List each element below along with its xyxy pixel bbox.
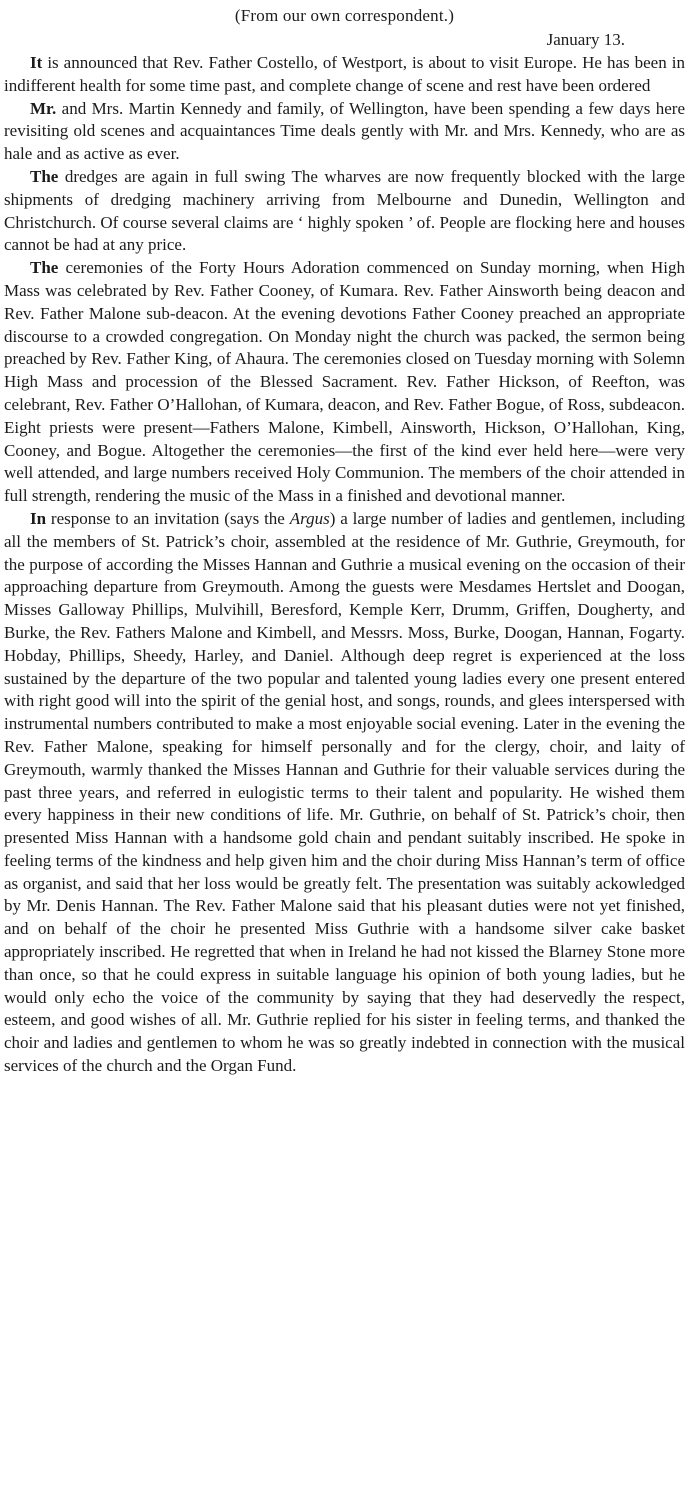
paragraph-costello — [4, 52, 685, 98]
paragraph-text: ) a large number of ladies and gentlemen, including all the members of St. Patrick’s choir, assembled at the residence of Mr. Guthrie, Greymouth, for the purpose of according the Misses Hannan and Guthrie a musical evening on the occasion of their approaching departure from Greymouth. Among the guests were Mesdames Hertslet and Doogan, Misses Galloway Phillips, Mulvihill, Beresford, Kemple Kerr, Drumm, Griffen, Dougherty, and Burke, the Rev. Fathers Malone and Kimbell, and Messrs. Moss, Burke, Doogan, Hannan, Fogarty. Hobday, Phillips, Sheedy, Harley, and Daniel. Although deep regret is experienced at the loss sustained by the departure of the two popular and talented young ladies every one present entered with right good will into the spirit of the genial host, and songs, rounds, and glees interspersed with instrumental numbers contributed to make a most enjoyable social evening. Later in the evening the Rev. Father Malone, speaking for himself personally and for the clergy, choir, and laity of Greymouth, warmly thanked the Misses Hannan and Guthrie for their valuable services during the past three years, and referred in eulogistic terms to their talent and popularity. He wished them every happiness in their new conditions of life. Mr. Guthrie, on behalf of St. Patrick’s choir, then presented Miss Hannan with a handsome gold chain and pendant suitably inscribed. He spoke in feeling terms of the kindness and help given him and the choir during Miss Hannan’s term of office as organist, and said that her loss would be greatly felt. The presentation was suitably ackowledged by Mr. Denis Hannan. The Rev. Father Malone said that his pleasant duties were not yet finished, and on behalf of the choir he presented Miss Guthrie with a handsome silver cake basket appropriately inscribed. He regretted that when in Ireland he had not kissed the Blarney Stone more than once, so that he could express in suitable language his opinion of both young ladies, but he would only echo the voice of the community by saying that they had deservedly the respect, esteem, and good wishes of all. Mr. Guthrie replied for his sister in feeling terms, and thanked the choir and ladies and gentlemen to whom he was so greatly indebted in connection with the musical services of the church and the Organ Fund. — [4, 508, 685, 1076]
paragraph-text: response to an invitation (says the — [46, 508, 290, 528]
article-body — [4, 52, 685, 1078]
paragraph-lead: The — [30, 258, 59, 278]
paragraph-lead: Mr. — [30, 98, 57, 118]
paragraph-text: ceremonies of the Forty Hours Adoration commenced on Sunday morning, when High Mass was celebrated by Rev. Father Cooney, of Kumara. Rev. Father Ainsworth being deacon and Rev. Father Malone sub-deacon. At the evening devotions Father Cooney preached an appropriate discourse to a crowded congregation. On Monday night the church was packed, the sermon being preached by Rev. Father King, of Ahaura. The ceremonies closed on Tuesday morning with Solemn High Mass and procession of the Blessed Sacrament. Rev. Father Hickson, of Reefton, was celebrant, Rev. Father O’Hallohan, of Kumara, deacon, and Rev. Father Bogue, of Ross, subdeacon. Eight priests were present—Fathers Malone, Kimbell, Ainsworth, Hickson, O’Hallohan, King, Cooney, and Bogue. Altogether the ceremonies—the first of the kind ever held here—were very well attended, and large numbers received Holy Communion. The members of the choir attended in full strength, rendering the music of the Mass in a finished and devotional manner. — [4, 258, 685, 506]
paragraph-lead: It — [30, 53, 43, 72]
paragraph-lead: The — [30, 166, 59, 186]
dateline: January 13. — [546, 30, 625, 49]
paragraph-text: dredges are again in full swing The wharves are now frequently blocked with the large shipments of dredging machinery arriving from Melbourne and Dunedin, Wellington and Christchurch. Of course several claims are ‘ highly spoken ’ of. People are flocking here and houses cannot be had at any price. — [4, 166, 685, 255]
paragraph-forty-hours — [4, 257, 685, 508]
paragraph-kennedy — [4, 98, 685, 166]
newspaper-title-argus: Argus — [289, 508, 330, 528]
paragraph-text: is announced that Rev. Father Costello, of Westport, is about to visit Europe. He has been in indifferent health for some time past, and complete change of scene and rest have been ordered — [4, 53, 685, 95]
paragraph-dredges — [4, 166, 685, 257]
paragraph-text: and Mrs. Martin Kennedy and family, of Wellington, have been spending a few days here revisiting old scenes and acquaintances Time deals gently with Mr. and Mrs. Kennedy, who are as hale and as active as ever. — [4, 98, 685, 164]
paragraph-musical-evening — [4, 508, 685, 1078]
paragraph-lead: In — [30, 508, 47, 528]
byline: (From our own correspondent.) — [234, 6, 455, 25]
